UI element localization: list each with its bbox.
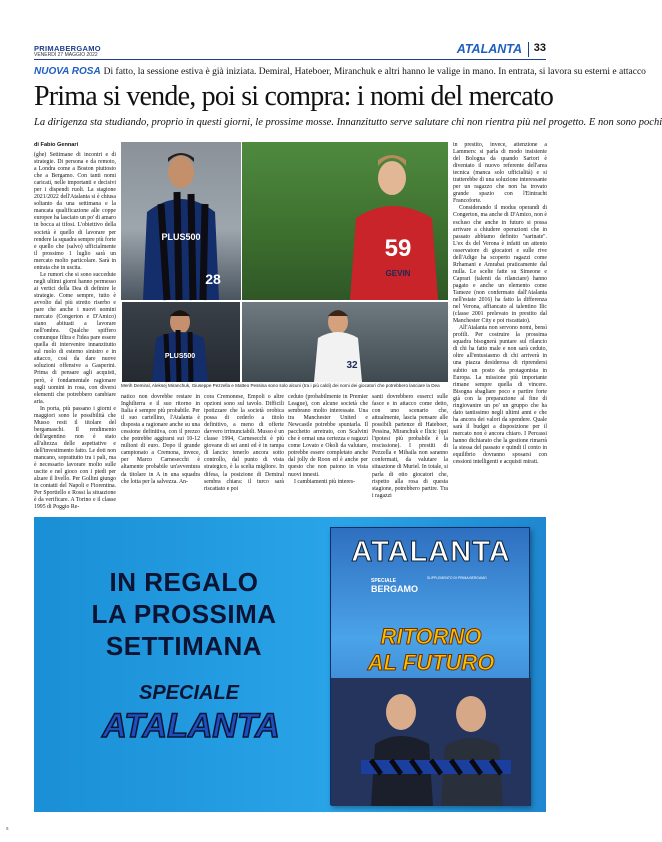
player-photo-illustration xyxy=(242,142,448,300)
page-number: 33 xyxy=(528,42,546,57)
paragraph: in prestito, invece, attenzione a Lammers: si parla di modo insistente del Bologna da quando Sartori è diventato il nuovo referente dell'area tecnica (manca solo ufficialità) e si tratterebbe di una soluzione interessante per un ragazzo che non ha trovato grande spazio con l'Eintracht Francoforte. xyxy=(453,142,547,205)
kicker-tag: NUOVA ROSA xyxy=(34,66,101,77)
kicker-text: Di fatto, la sessione estiva è già iniziata. Demiral, Hateboer, Miranchuk e altri hanno le valige in mano. In entrata, si lavora su esterni e attacco xyxy=(103,67,646,77)
svg-text:GEVIN: GEVIN xyxy=(385,269,411,278)
player-photo-illustration xyxy=(122,302,240,382)
paragraph: I cambiamenti più interes- xyxy=(294,478,356,485)
photo-miranchuk xyxy=(242,142,448,300)
svg-text:PLUS500: PLUS500 xyxy=(161,232,201,242)
section-title: ATALANTA xyxy=(456,42,522,56)
page-corner-mark: s xyxy=(6,826,9,832)
article-kicker xyxy=(34,66,646,77)
paragraph: (ghe) Settimane di incontri e di strategie. Di persona e da remoto, a Londra come a Boston piuttosto che a Bergamo. Con tanti nomi caricati, nelle importanti e decisivi per i dispendi ruoli. La stagione 2021/2022 dell'Atalanta si è chiusa soltanto da una settimana e la mancata qualificazione alle coppe europee ha lasciato un po' di amaro in bocca ai tifosi. L'obiettivo della società è quello di lavorare per rendere la squadra sempre più forte e quello che (salvo) ufficialmente il prossimo 1 luglio sarà un mercato molto particolare. Sarà in entrata che in uscita. xyxy=(34,152,116,271)
svg-text:28: 28 xyxy=(205,271,221,287)
article-deck: La dirigenza sta studiando, proprio in questi giorni, le prossime mosse. Innanzitutto serve salutare chi non rientra più nel progetto. E non sono pochi xyxy=(34,117,662,128)
publication-name: PRIMABERGAMO xyxy=(34,44,101,53)
photo-demiral xyxy=(121,142,241,300)
promo-speciale: SPECIALE xyxy=(138,682,240,704)
paragraph: santi dovrebbero esserci sulle fasce e in attacco come detto, con uno scenario che, attualmente, lascia pensare alle possibili partenze di Hateboer, Pessina, Miranchuk e Ilicic (qui l'ipotesi più probabile è la rescissione). I prestiti di Pezzella e Mihaila non saranno confermati, da valutare la situazione di Muriel. In totale, si parla di otto giocatori che, rispetto alla rosa di questa stagione, potrebbero partire. Tra i ragazzi xyxy=(372,394,448,499)
paragraph: All'Atalanta non servono nomi, bensì profili. Per costruire la prossima squadra bisognerà puntare sul rilancio di chi ha fatto male e non sarà ceduto, oltre all'entusiasmo di chi arriverà in una piazza desiderosa di riprendersi subito un posto da protagonista in Europa. La missione più importante rimane sempre quella di vincere. Bisogna sbagliare poco e partire forte già con la preparazione al fine di ringiovanire un po' un gruppo che ha dato tantissimo negli ultimi anni e che ha ancora dei valori da spendere. Quale sarà il budget a disposizione per il mercato non è ancora chiaro. I Percassi hanno dichiarato che la gestione rimarrà la stessa del passato e quindi il conto in equilibrio dovranno sposarsi con cessioni intelligenti e acquisti mirati. xyxy=(453,325,547,466)
promo-line-2: LA PROSSIMA xyxy=(91,599,277,629)
paragraph: natico non dovrebbe restare in Inghilterra e il suo ritorno in Italia è sempre più probabile. Per il suo cartellino, l'Atalanta è disposta a ragionare anche su una cessione definitiva, con il prezzo che potrebbe aggirarsi sui 10-12 milioni di euro. Dopo il grande campionato a Cremona, invece, per Marco Carnesecchi è altamente probabile un'avventura da titolare in A in una squadra che lotta per la salvezza. An- xyxy=(121,394,200,485)
promo-atalanta-logo: ATALANTA xyxy=(102,707,280,745)
paragraph: cora Cremonese, Empoli o altre opzioni sono sul tavolo. Difficili ipotizzare che la società orobica possa di cederlo a titolo definitivo, a meno di offerte davvero irrinunciabili. Musso è un classe 1994, Carnesecchi è più giovane di sei anni ed è in rampa di lancio: tenerlo ancora sotto controllo, dal punto di vista strategico, è la scelta migliore. In difesa, la posizione di Demiral sembra chiara: il turco sarà riscattato e poi xyxy=(204,394,285,492)
promo-banner[interactable] xyxy=(34,517,546,812)
promo-line-1: IN REGALO xyxy=(109,567,259,597)
player-photo-illustration xyxy=(242,302,448,382)
photo-pessina xyxy=(242,302,448,382)
page-masthead xyxy=(34,42,546,60)
publication-date: VENERDÌ 27 MAGGIO 2022 xyxy=(34,52,98,58)
promo-line-3: SETTIMANA xyxy=(105,631,263,661)
photo-caption: Merih Demiral, Aleksej Miranchuk, Giuseppe Pezzella e Matteo Pessina sono solo alcuni (tra i più caldi) dei nomi dei giocatori che potrebbero lasciare la Dea xyxy=(121,383,440,388)
article-headline: Prima si vende, poi si compra: i nomi del mercato xyxy=(34,81,554,112)
magazine-strap: SUPPLEMENTO DI PRIMA BERGAMO xyxy=(427,576,487,580)
magazine-title: ATALANTA xyxy=(351,536,511,568)
svg-text:PLUS500: PLUS500 xyxy=(164,353,196,360)
magazine-cover[interactable] xyxy=(330,527,530,805)
body-column-3 xyxy=(204,394,284,510)
svg-text:32: 32 xyxy=(346,360,358,371)
paragraph: Considerando il modus operandi di Congerton, ma anche di D'Amico, non è escluso che anche in futuro si possa arrivare a chiudere operazioni che in passato abbiamo definito "sarinate". L'ex ds del Verona è infatti un attento osservatore di giocatori e sulle rive dell'Adige ha scoperto ragazzi come Rrhamani e Amrabat praticamente dal nulla. Le scelte fatte su Simeone e Caprari (talenti da rilanciare) hanno pagato e anche un elemento come Tameze (non confermato dall'Atalanta nell'estate 2016) ha fatto la differenza nel Verona, affiancato al talentino Ilic (classe 2001 prelevato in prestito dal Manchester City e poi riscattato). xyxy=(453,205,547,325)
body-column-1 xyxy=(34,152,116,510)
photo-pezzella xyxy=(122,302,240,382)
paragraph: ceduto (probabilmente in Premier League), con alcune società che sembrano molto interessate. Una tra Manchester United e Newcastle potrebbe spuntarla. Il pacchetto arretrato, con Scalvini che è ormai una certezza e ragazzi come Lovato e Okoli da valutare, potrebbe essere completato anche dal jolly de Roon ed è anche per questo che non paiono in vista nuovi innesti. xyxy=(288,394,368,478)
body-column-5 xyxy=(372,394,448,510)
paragraph: Le rumori che si sono succedute negli ultimi giorni hanno permesso ai vertici della Dea di definire le strategie. Come sempre, tutto è avvolto dal più stretto riserbo e pare che anche i nuovi uomini mercato (Congerton e D'Amico) siano abituati a lavorare nell'ombra. Qualche spiffero comunque filtra e l'idea pare essere quella di intervenire innanzitutto sul ruolo di esterno sinistro e in attacco, così da dare nuove soluzioni offensive a Gasperini. Prima di pensare agli acquisti, però, è fondamentale ragionare sugli uomini in rosa, con diversi elementi che potrebbero cambiare aria. xyxy=(34,271,116,405)
body-column-4 xyxy=(288,394,368,510)
magazine-headline-2: AL FUTURO xyxy=(367,650,495,675)
magazine-cover-photo xyxy=(331,678,531,806)
article-byline: di Fabio Gennari xyxy=(34,142,79,148)
magazine-brand: BERGAMO xyxy=(371,584,418,594)
body-column-2 xyxy=(121,394,200,510)
svg-text:59: 59 xyxy=(384,235,412,262)
magazine-subtitle: SPECIALE xyxy=(371,578,397,584)
paragraph: In porta, più passano i giorni e maggiori sono le possibilità che Musso resti il titolare del bergamaschi. Il rendimento dell'argentino non è stato all'altezza delle aspettative e dell'investimento fatto. Le doti non mancano, soprattutto tra i pali, ma è necessario lavorare molto sulle uscite e nel gioco con i piedi per alzare il livello. Per Gollini giungo in contatti del Napoli e Fiorentina. Per Sportiello e Rossi la situazione è da verificare. A Torino e il classe 1995 di Poggio Re- xyxy=(34,405,116,511)
magazine-headline-1: RITORNO xyxy=(380,624,482,649)
body-column-6 xyxy=(453,142,547,510)
player-photo-illustration xyxy=(121,142,241,300)
